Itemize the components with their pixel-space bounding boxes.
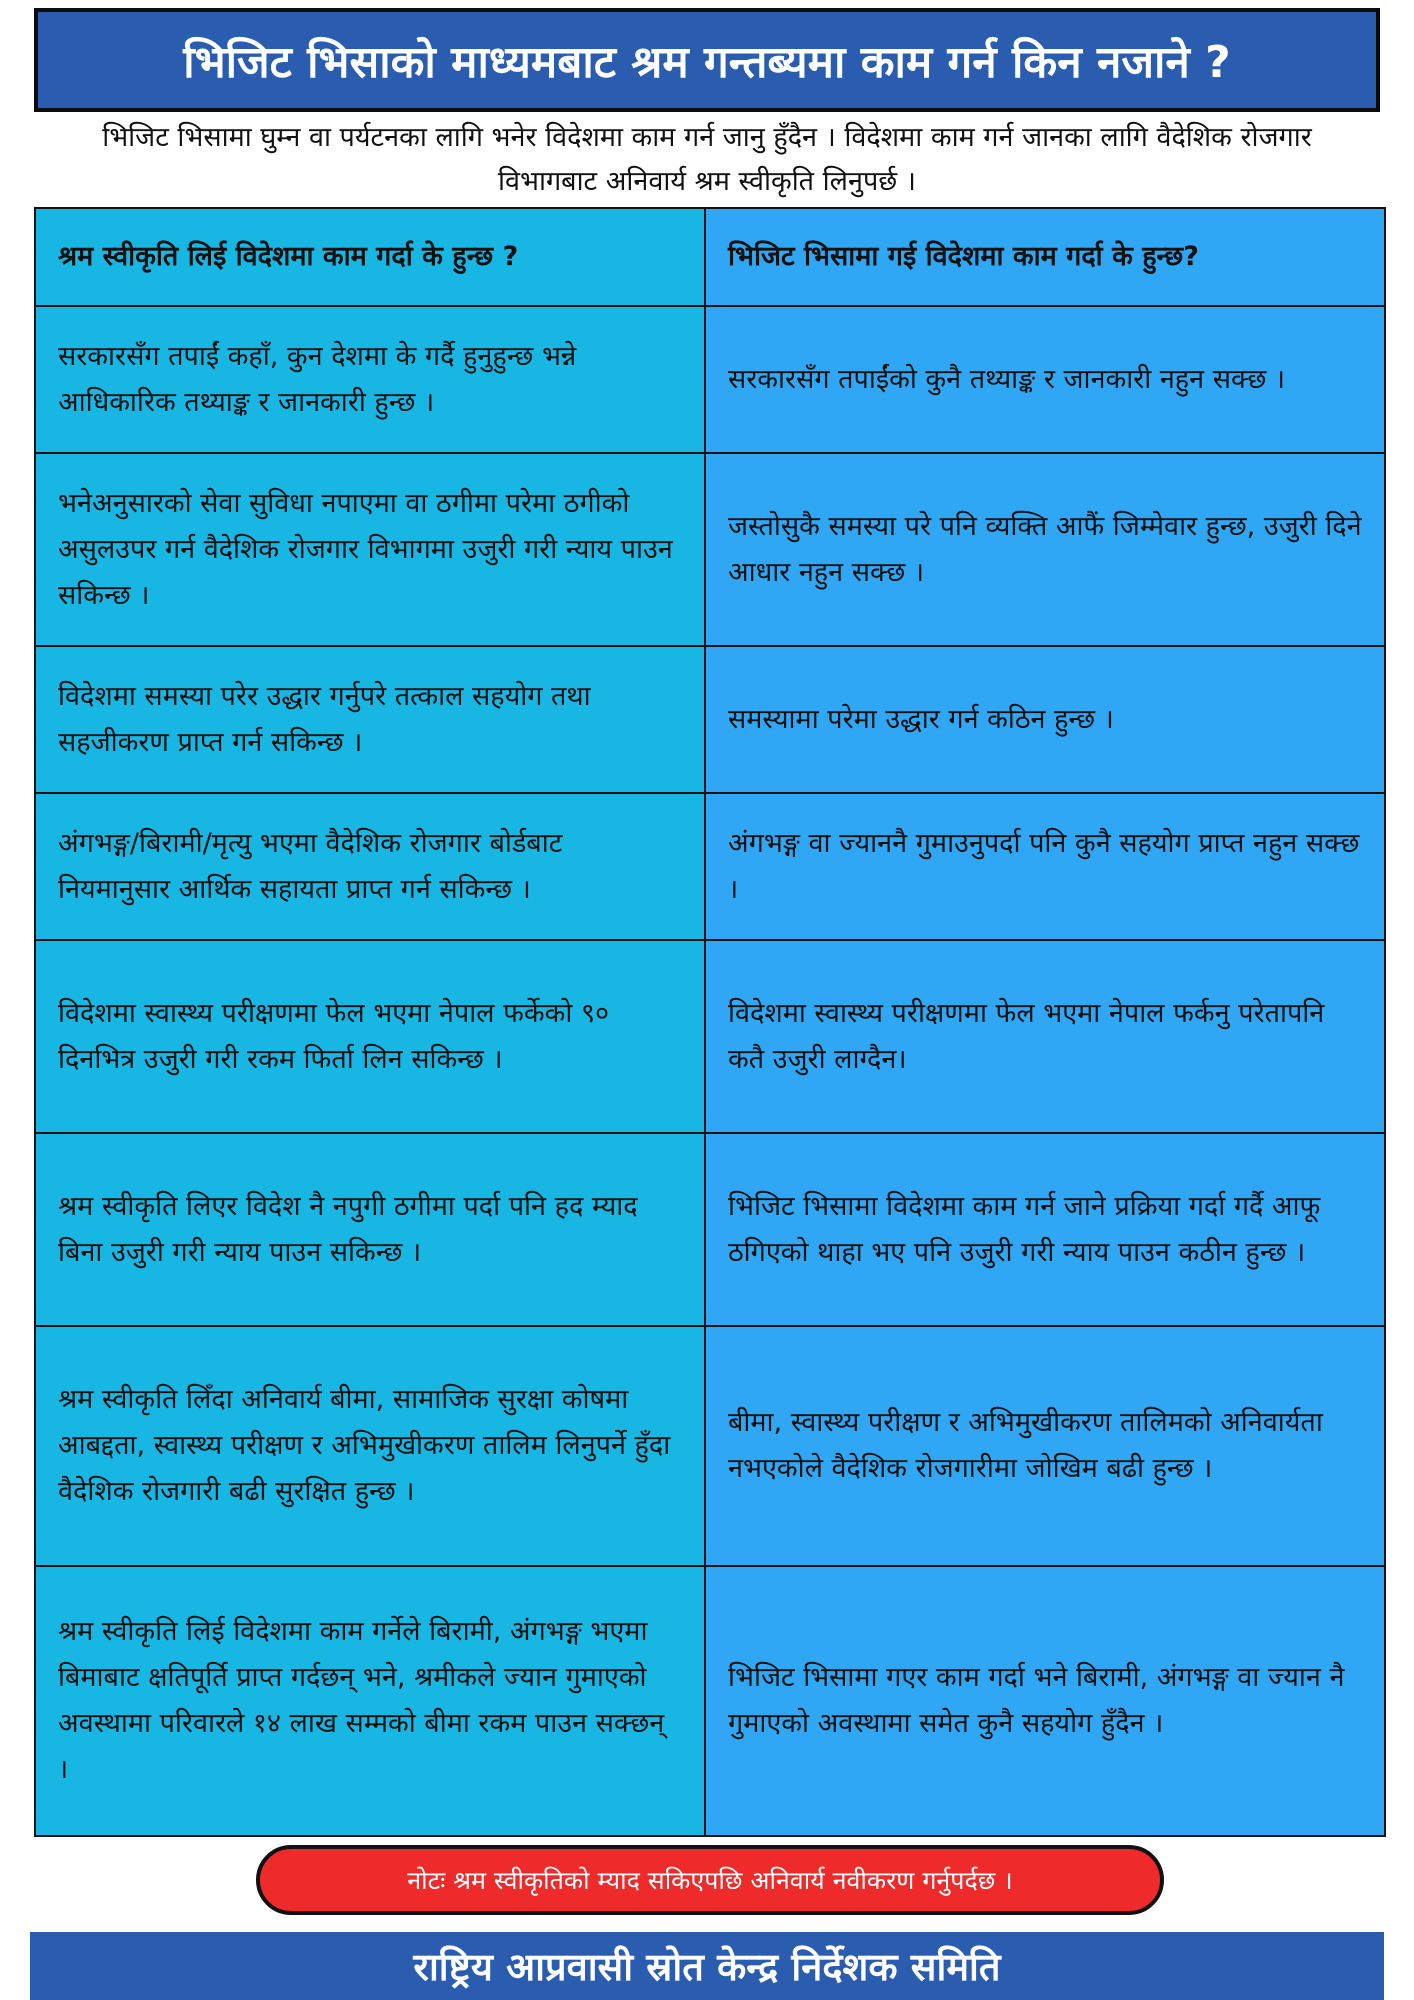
table-row	[35, 1133, 1385, 1326]
table-row	[35, 793, 1385, 940]
table-cell-visit-visa: सरकारसँग तपाईंको कुनै तथ्याङ्क र जानकारी नहुन सक्छ ।	[705, 306, 1385, 453]
table-cell-visit-visa: बीमा, स्वास्थ्य परीक्षण र अभिमुखीकरण तालिमको अनिवार्यता नभएकोले वैदेशिक रोजगारीमा जोखिम बढी हुन्छ ।	[705, 1326, 1385, 1566]
table-row	[35, 940, 1385, 1133]
table-row	[35, 1326, 1385, 1566]
table-header-row	[35, 208, 1385, 306]
header-with-labor-permit: श्रम स्वीकृति लिई विदेशमा काम गर्दा के हुन्छ ?	[35, 208, 705, 306]
table-cell-visit-visa: भिजिट भिसामा विदेशमा काम गर्न जाने प्रक्रिया गर्दा गर्दै आफू ठगिएको थाहा भए पनि उजुरी गरी न्याय पाउन कठीन हुन्छ ।	[705, 1133, 1385, 1326]
table-cell-visit-visa: अंगभङ्ग वा ज्याननै गुमाउनुपर्दा पनि कुनै सहयोग प्राप्त नहुन सक्छ ।	[705, 793, 1385, 940]
table-row	[35, 306, 1385, 453]
table-row	[35, 646, 1385, 793]
table-cell-visit-visa: भिजिट भिसामा गएर काम गर्दा भने बिरामी, अंगभङ्ग वा ज्यान नै गुमाएको अवस्थामा समेत कुनै सहयोग हुँदैन ।	[705, 1566, 1385, 1836]
page-title: भिजिट भिसाको माध्यमबाट श्रम गन्तब्यमा काम गर्न किन नजाने ?	[34, 8, 1380, 112]
table-cell-labor-permit: श्रम स्वीकृति लिँदा अनिवार्य बीमा, सामाजिक सुरक्षा कोषमा आबद्दता, स्वास्थ्य परीक्षण र अभिमुखीकरण तालिम लिनुपर्ने हुँदा वैदेशिक रोजगारी बढी सुरक्षित हुन्छ ।	[35, 1326, 705, 1566]
intro-text: भिजिट भिसामा घुम्न वा पर्यटनका लागि भनेर विदेशमा काम गर्न जानु हुँदैन । विदेशमा काम गर्न जानका लागि वैदेशिक रोजगार विभागबाट अनिवार्य श्रम स्वीकृति लिनुपर्छ ।	[102, 122, 1312, 197]
table-cell-labor-permit: श्रम स्वीकृति लिएर विदेश नै नपुगी ठगीमा पर्दा पनि हद म्याद बिना उजुरी गरी न्याय पाउन सकिन्छ ।	[35, 1133, 705, 1326]
table-cell-visit-visa: विदेशमा स्वास्थ्य परीक्षणमा फेल भएमा नेपाल फर्कनु परेतापनि कतै उजुरी लाग्दैन।	[705, 940, 1385, 1133]
comparison-table	[34, 207, 1386, 1837]
renewal-note: नोटः श्रम स्वीकृतिको म्याद सकिएपछि अनिवार्य नवीकरण गर्नुपर्दछ ।	[256, 1845, 1164, 1915]
header-with-visit-visa: भिजिट भिसामा गई विदेशमा काम गर्दा के हुन्छ?	[705, 208, 1385, 306]
table-cell-labor-permit: विदेशमा समस्या परेर उद्धार गर्नुपरे तत्काल सहयोग तथा सहजीकरण प्राप्त गर्न सकिन्छ ।	[35, 646, 705, 793]
table-row	[35, 1566, 1385, 1836]
table-cell-labor-permit: सरकारसँग तपाईं कहाँ, कुन देशमा के गर्दै हुनुहुन्छ भन्ने आधिकारिक तथ्याङ्क र जानकारी हुन्छ ।	[35, 306, 705, 453]
table-cell-labor-permit: श्रम स्वीकृति लिई विदेशमा काम गर्नेले बिरामी, अंगभङ्ग भएमा बिमाबाट क्षतिपूर्ति प्राप्त गर्दछन् भने, श्रमीकले ज्यान गुमाएको अवस्थामा परिवारले १४ लाख सम्मको बीमा रकम पाउन सक्छन् ।	[35, 1566, 705, 1836]
table-cell-visit-visa: जस्तोसुकै समस्या परे पनि व्यक्ति आफैं जिम्मेवार हुन्छ, उजुरी दिने आधार नहुन सक्छ ।	[705, 453, 1385, 646]
table-cell-visit-visa: समस्यामा परेमा उद्धार गर्न कठिन हुन्छ ।	[705, 646, 1385, 793]
table-cell-labor-permit: अंगभङ्ग/बिरामी/मृत्यु भएमा वैदेशिक रोजगार बोर्डबाट नियमानुसार आर्थिक सहायता प्राप्त गर्न सकिन्छ ।	[35, 793, 705, 940]
table-cell-labor-permit: भनेअनुसारको सेवा सुविधा नपाएमा वा ठगीमा परेमा ठगीको असुलउपर गर्न वैदेशिक रोजगार विभागमा उजुरी गरी न्याय पाउन सकिन्छ ।	[35, 453, 705, 646]
table-cell-labor-permit: विदेशमा स्वास्थ्य परीक्षणमा फेल भएमा नेपाल फर्केको ९० दिनभित्र उजुरी गरी रकम फिर्ता लिन सकिन्छ ।	[35, 940, 705, 1133]
table-row	[35, 453, 1385, 646]
footer-organization: राष्ट्रिय आप्रवासी स्रोत केन्द्र निर्देशक समिति	[30, 1932, 1384, 2000]
